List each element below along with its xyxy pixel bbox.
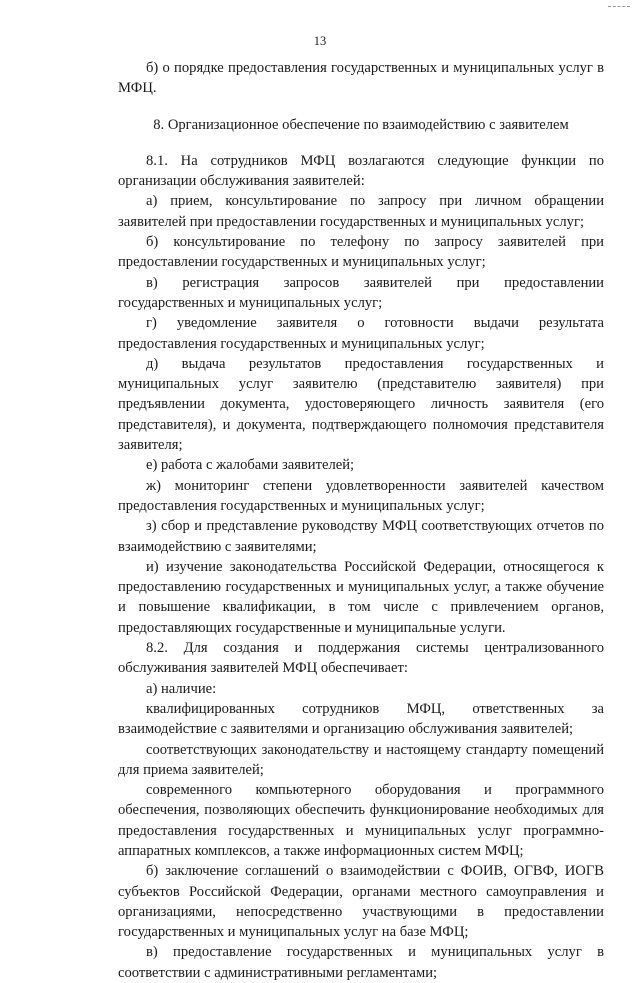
paragraph-8-2: 8.2. Для создания и поддержания системы централизованного обслуживания заявителей МФЦ обеспечивает: bbox=[118, 640, 604, 677]
subitem-a-heading: а) наличие: bbox=[146, 680, 217, 697]
scan-artifact bbox=[608, 6, 630, 11]
subitem-premises: соответствующих законодательству и настоящему стандарту помещений для приема заявителей; bbox=[118, 741, 604, 778]
list-item-b: б) консультирование по телефону по запросу заявителей при предоставлении государственных и муниципальных услуг; bbox=[118, 234, 604, 271]
paragraph-8-1: 8.1. На сотрудников МФЦ возлагаются следующие функции по организации обслуживания заявителей: bbox=[118, 152, 604, 190]
paragraph-intro: б) о порядке предоставления государственных и муниципальных услуг в МФЦ. bbox=[118, 60, 604, 97]
subitem-equipment: современного компьютерного оборудования и программного обеспечения, позволяющих обеспечить функционирование необходимых для предоставления государственных и муниципальных услуг программно-аппаратных комплексов, а также информационных систем МФЦ; bbox=[118, 782, 604, 859]
subitem-b-agreements: б) заключение соглашений о взаимодействии с ФОИВ, ОГВФ, ИОГВ субъектов Российской Федерации, органами местного самоуправления и организациями, непосредственно участвующими в предоставлении государственных и муниципальных услуг на базе МФЦ; bbox=[118, 863, 604, 941]
subitem-v-services: в) предоставление государственных и муниципальных услуг в соответствии с административными регламентами; bbox=[118, 944, 604, 981]
page-number: 13 bbox=[313, 34, 327, 48]
section-heading: 8. Организационное обеспечение по взаимодействию с заявителем bbox=[153, 116, 569, 133]
list-item-zh: ж) мониторинг степени удовлетворенности заявителей качеством предоставления государственных и муниципальных услуг; bbox=[118, 477, 604, 514]
list-item-e: е) работа с жалобами заявителей; bbox=[146, 457, 355, 474]
document-body bbox=[118, 58, 604, 983]
list-item-d: д) выдача результатов предоставления государственных и муниципальных услуг заявителю (представителю заявителя) при предъявлении документа, удостоверяющего личность заявителя (его представителя), и документа, подтверждающего полномочия представителя заявителя; bbox=[118, 355, 604, 454]
list-item-g: г) уведомление заявителя о готовности выдачи результата предоставления государственных и муниципальных услуг; bbox=[118, 315, 604, 352]
subitem-staff: квалифицированных сотрудников МФЦ, ответственных за взаимодействие с заявителями и организацию обслуживания заявителей; bbox=[118, 700, 604, 738]
list-item-i: и) изучение законодательства Российской Федерации, относящегося к предоставлению государственных и муниципальных услуг, а также обучение и повышение квалификации, в том числе с привлечением органов, предоставляющих государственные и муниципальные услуги. bbox=[118, 558, 604, 636]
list-item-v: в) регистрация запросов заявителей при предоставлении государственных и муниципальных услуг; bbox=[118, 274, 604, 311]
list-item-a: а) прием, консультирование по запросу при личном обращении заявителей при предоставлении государственных и муниципальных услуг; bbox=[118, 193, 604, 230]
list-item-z: з) сбор и представление руководству МФЦ соответствующих отчетов по взаимодействию с заявителями; bbox=[118, 518, 604, 555]
